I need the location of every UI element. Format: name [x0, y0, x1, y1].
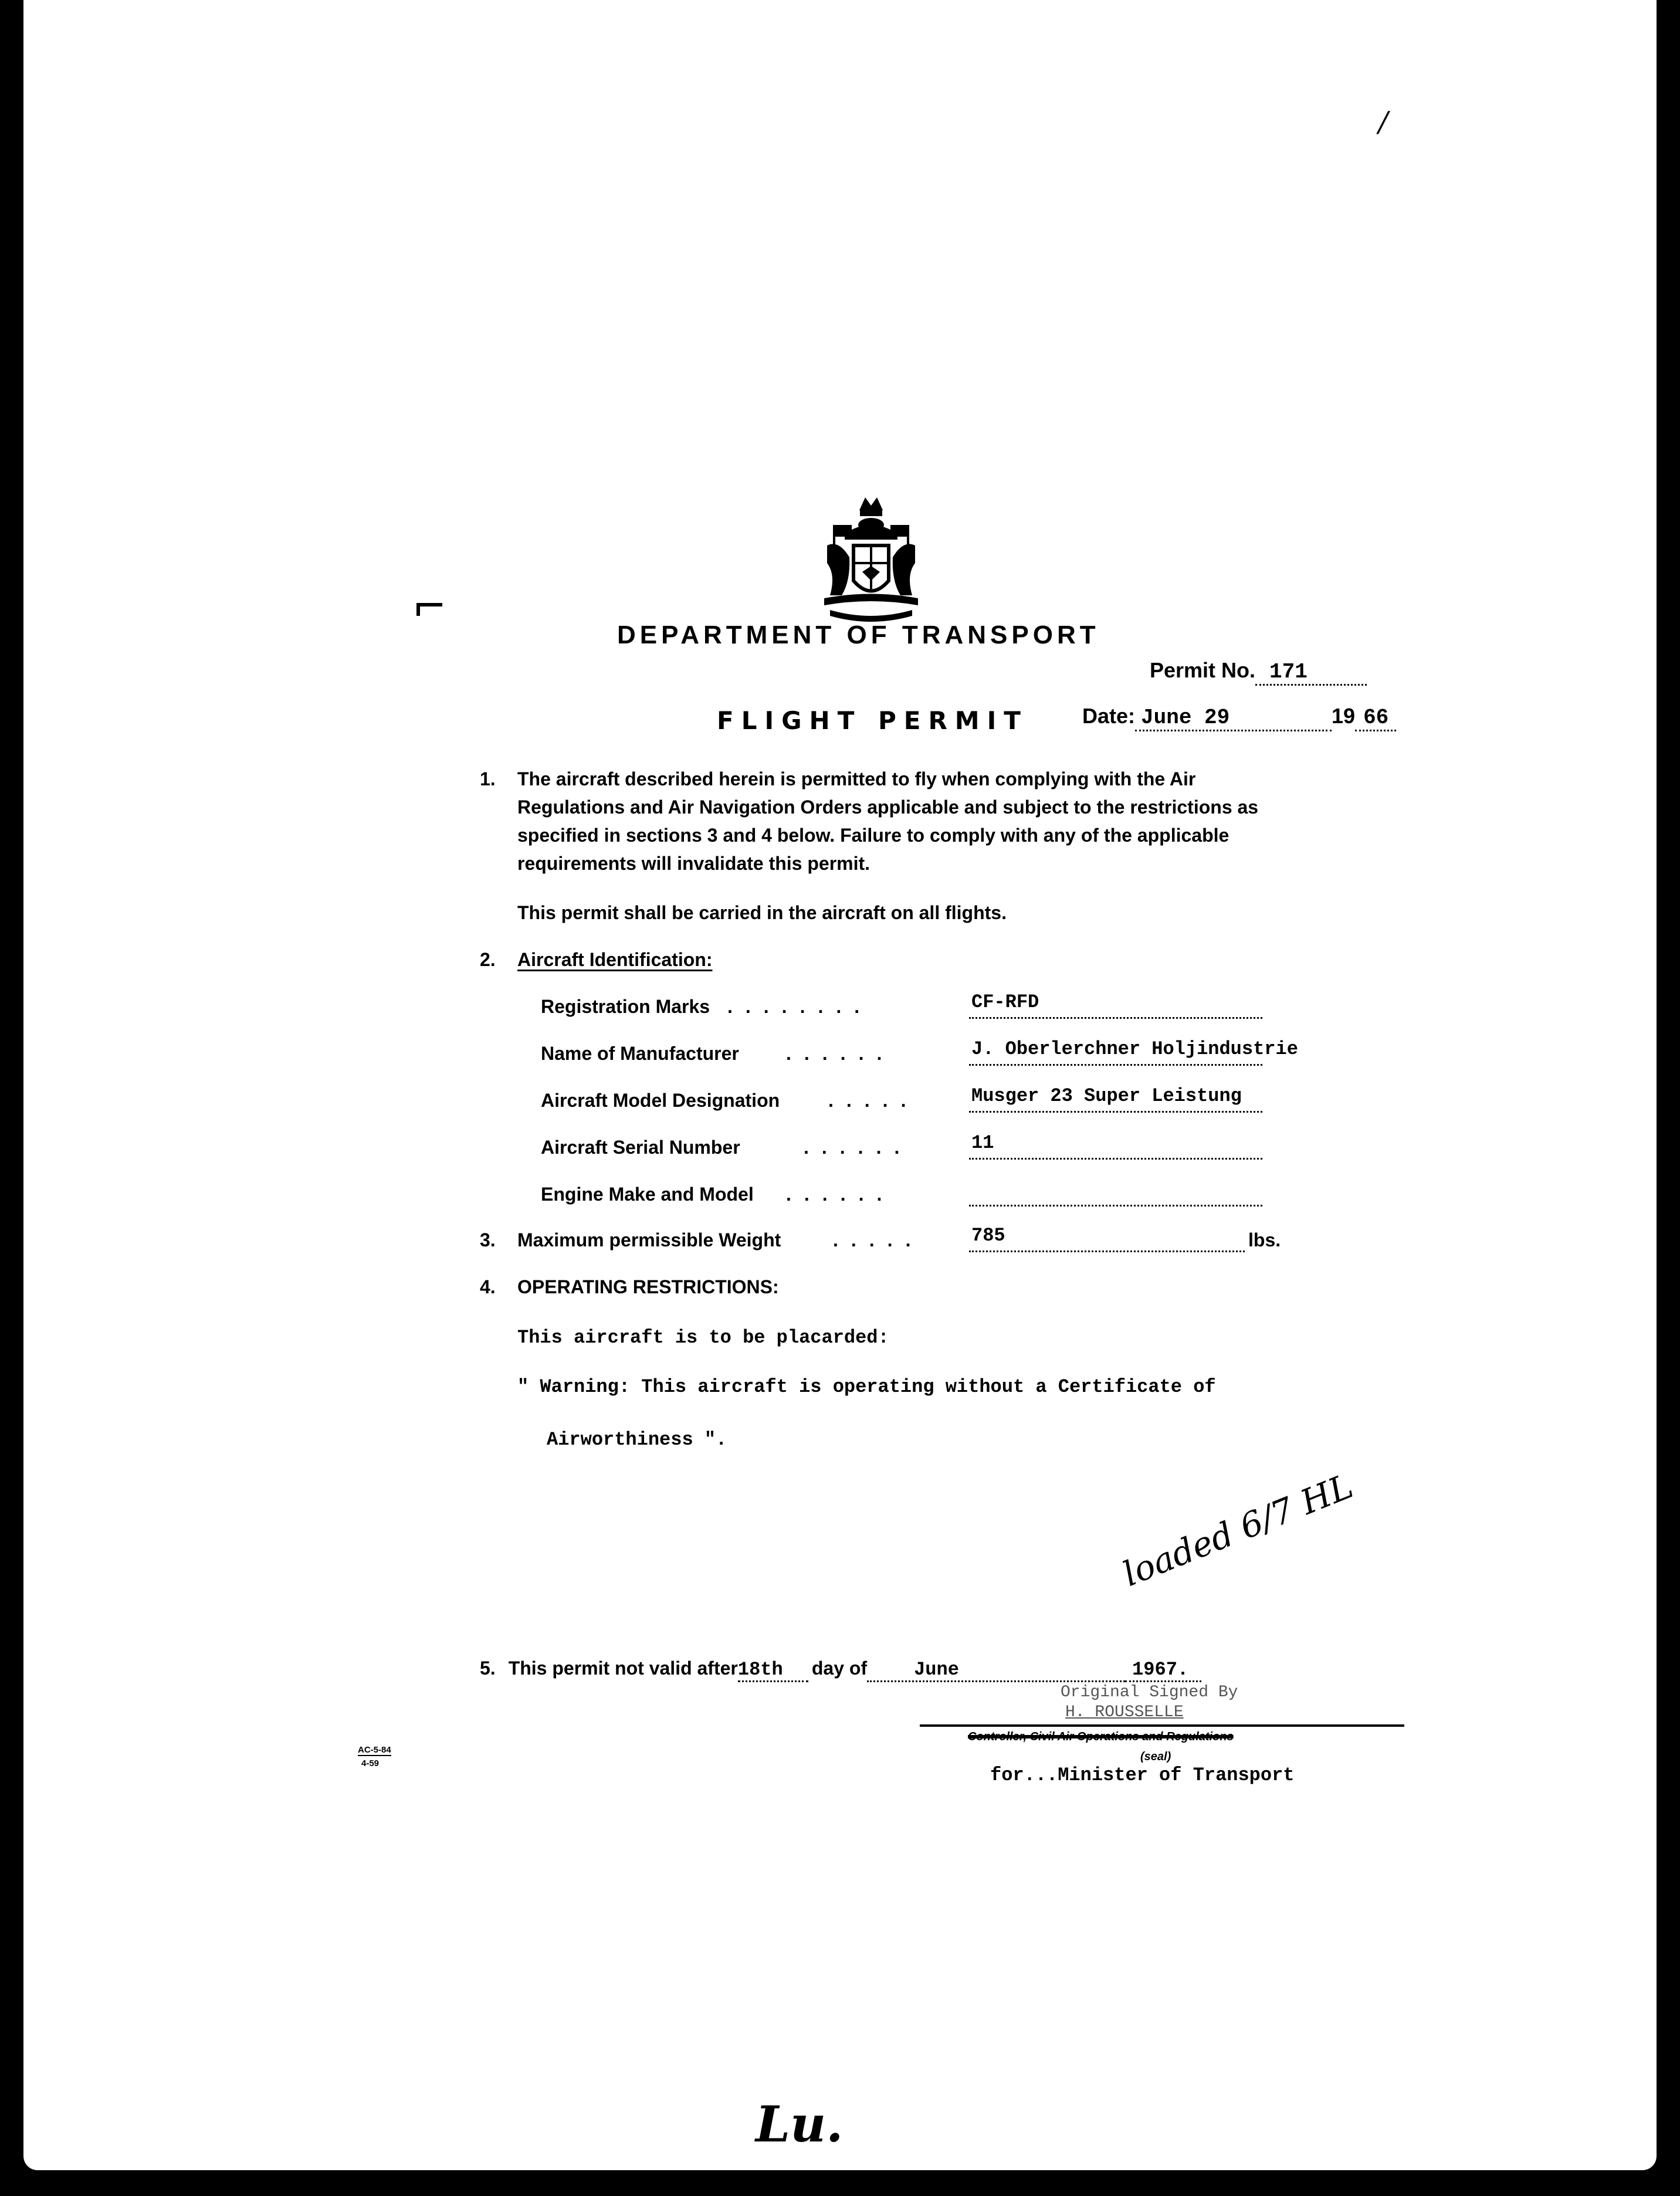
restriction-line-2: " Warning: This aircraft is operating without a Certificate of — [517, 1376, 1216, 1398]
day-field — [738, 1658, 808, 1682]
permit-number-value: 171 — [1269, 660, 1308, 684]
field-line-serial — [969, 1134, 1262, 1160]
carry-note: This permit shall be carried in the aircraft on all flights. — [517, 902, 1007, 923]
weight-value: 785 — [971, 1225, 1005, 1246]
restriction-line-3: Airworthiness ". — [547, 1429, 727, 1451]
valid-month: June — [914, 1659, 959, 1680]
field-label-model: Aircraft Model Designation — [541, 1090, 780, 1111]
corner-mark: / — [1378, 106, 1388, 138]
weight-unit: lbs. — [1248, 1229, 1281, 1250]
section5-number: 5. — [480, 1658, 496, 1679]
section3-number: 3. — [480, 1229, 496, 1250]
department-heading: DEPARTMENT OF TRANSPORT — [617, 621, 1100, 649]
field-value-serial: 11 — [971, 1132, 994, 1154]
field-label-manufacturer: Name of Manufacturer — [541, 1043, 739, 1064]
section2-heading: Aircraft Identification: — [517, 949, 713, 970]
weight-label: Maximum permissible Weight — [517, 1229, 781, 1250]
year-field — [1125, 1658, 1201, 1682]
field-label-registration: Registration Marks — [541, 996, 710, 1017]
restriction-line-1: This aircraft is to be placarded: — [517, 1327, 889, 1348]
valid-day: 18th — [737, 1659, 783, 1680]
leader-dots: ..... — [833, 1229, 924, 1250]
form-code-2: 4-59 — [361, 1758, 380, 1768]
date-century: 19 — [1332, 704, 1356, 728]
seal-label: (seal) — [1140, 1750, 1171, 1763]
coat-of-arms-icon — [809, 493, 933, 628]
section5-prefix: This permit not valid after — [508, 1658, 738, 1679]
bottom-mark: Lu. — [756, 2095, 844, 2153]
date-value: June 29 — [1141, 706, 1230, 730]
weight-line — [969, 1227, 1245, 1252]
signature-stamp-2: H. ROUSSELLE — [1065, 1703, 1184, 1721]
permit-number-label: Permit No. — [1150, 658, 1256, 682]
signature-stamp-1: Original Signed By — [1061, 1683, 1238, 1702]
section5-row — [480, 1658, 1201, 1682]
field-value-registration: CF-RFD — [971, 991, 1039, 1013]
leader-dots: ...... — [804, 1137, 913, 1158]
leader-dots: ........ — [727, 996, 873, 1017]
field-label-engine: Engine Make and Model — [541, 1184, 754, 1205]
section5-day-of: day of — [811, 1658, 868, 1679]
month-field — [867, 1658, 1125, 1682]
section2-number: 2. — [480, 949, 496, 970]
form-code-1: AC-5-84 — [358, 1745, 391, 1755]
section1-number: 1. — [480, 768, 496, 789]
year-field — [1355, 704, 1396, 731]
field-value-model: Musger 23 Super Leistung — [971, 1085, 1242, 1107]
signature-line — [920, 1724, 1404, 1727]
date-label: Date: — [1082, 704, 1136, 728]
stray-mark — [416, 603, 420, 616]
date-year: 66 — [1363, 706, 1389, 730]
leader-dots: ...... — [786, 1043, 895, 1064]
stray-mark — [416, 603, 442, 606]
permit-number-row — [1150, 658, 1367, 686]
leader-dots: ..... — [828, 1090, 919, 1111]
permit-document — [23, 0, 1657, 2170]
struck-title: Controller, Civil Air Operations and Regulations — [968, 1730, 1234, 1743]
handwritten-note: loaded 6/7 HL — [1117, 1466, 1359, 1594]
field-value-manufacturer: J. Oberlerchner Holjindustrie — [971, 1038, 1298, 1060]
section1-text: The aircraft described herein is permitted to fly when complying with the Air Regulations and Air Navigation Orders applicable and subject to the restrictions as specified in sections 3 and 4 below. Failure to comply with any of the applicable requirements will invalidate this permit. — [517, 768, 1259, 874]
section4-heading: OPERATING RESTRICTIONS: — [517, 1276, 779, 1297]
permit-number-field — [1255, 658, 1367, 686]
date-row — [1082, 704, 1396, 731]
section4-number: 4. — [480, 1276, 496, 1297]
field-label-serial: Aircraft Serial Number — [541, 1137, 740, 1158]
field-line-engine — [969, 1181, 1262, 1207]
date-field — [1135, 704, 1332, 731]
minister-line: for...Minister of Transport — [990, 1764, 1295, 1786]
flight-permit-title: FLIGHT PERMIT — [717, 706, 1028, 735]
valid-year: 1967. — [1132, 1659, 1189, 1680]
leader-dots: ...... — [786, 1184, 895, 1205]
